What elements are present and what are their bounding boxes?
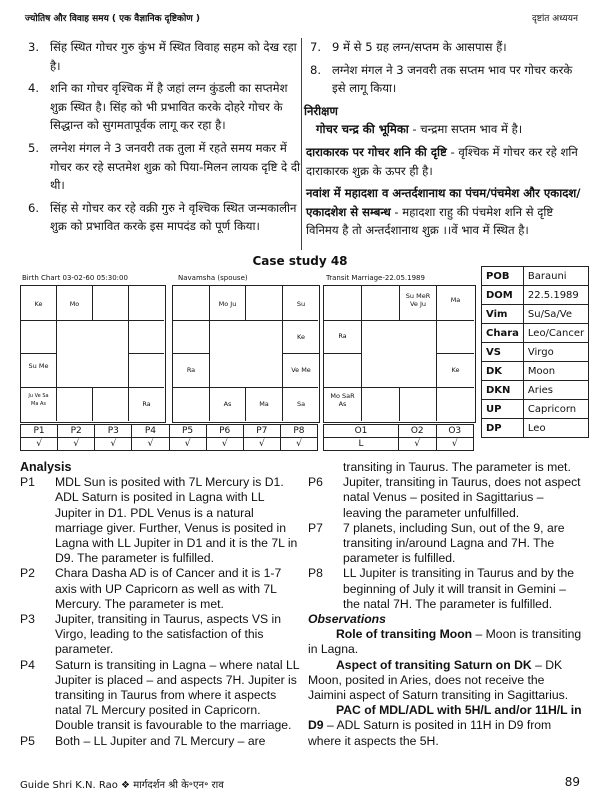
- analysis-item: P4 Saturn is transiting in Lagna – where natal LL Jupiter is placed – and aspects 7H. Jupiter is transiting in Taurus from where it aspects natal 7L Mercury posited in Capricorn. Double transit is favourable to the marriage.: [20, 657, 300, 733]
- analysis-item: P7 7 planets, including Sun, out of the 9, are transiting in/around Lagna and 7H. The parameter is fulfilled.: [308, 520, 565, 566]
- transit-cell-3: Su MeR Ve Ju: [405, 292, 431, 308]
- page-number: 89: [564, 775, 580, 789]
- navamsa-chart-caption: Navamsha (spouse): [178, 274, 248, 282]
- hindi-list-item: 4. शनि का गोचर वृश्चिक में है जहां लग्न कुंडली का सप्तमेश शुक्र स्थित है। सिंह को भी प्रभावित करके दोहरे गोचर के सिद्धान्त को सुगमतापूर्वक लागू कर रहा है।: [28, 81, 288, 133]
- observation-table: [323, 424, 474, 451]
- moon-observation: गोचर चन्द्र की भूमिका - चन्द्रमा सप्तम भाव में है।: [316, 122, 523, 137]
- analysis-item: P6 Jupiter, transiting in Taurus, does not aspect natal Venus – posited in Sagittarius – leaving the parameter unfulfilled.: [308, 475, 581, 520]
- analysis-item: P2 Chara Dasha AD is of Cancer and it is 1-7 axis with UP Capricorn as well as with 7L Mercury. The parameter is met.: [20, 566, 282, 611]
- birth-cell-mid-left: Su Me: [28, 362, 49, 370]
- table-row: DK Moon: [482, 362, 589, 381]
- analysis-item: P8 LL Jupiter is transiting in Taurus and by the beginning of July it will transit in Gemini – the natal 7H. The parameter is fulfilled.: [308, 566, 575, 611]
- hindi-list-item: 5. लग्नेश मंगल ने 3 जनवरी तक तुला में रहते समय मकर में गोचर कर रहे सप्तमेश शुक्र को पिया-मिलन लायक दृष्टि दे दी थी।: [28, 140, 301, 193]
- table-row: Vim Su/Sa/Ve: [482, 305, 589, 324]
- observation-moon: Role of transiting Moon – Moon is transiting in Lagna.: [308, 627, 582, 657]
- table-row: VS Virgo: [482, 343, 589, 362]
- hindi-list-item: 7. 9 में से 5 ग्रह लग्न/सप्तम के आसपास हैं।: [310, 40, 507, 54]
- observations-heading: Observations: [308, 612, 386, 627]
- analysis-heading: Analysis: [20, 460, 72, 474]
- running-header-left: ज्योतिष और विवाह समय ( एक वैज्ञानिक दृष्टिकोण ): [25, 14, 201, 24]
- analysis-right-column: [308, 460, 584, 749]
- analysis-item: P1 MDL Sun is posited with 7L Mercury is D1. ADL Saturn is posited in Lagna with LL Jupiter in D1. PDL Venus is a natural marriage giver. Further, Venus is posited in Lagna with LL Jupiter in D1 and it is the 7L in D9. The parameter is fulfilled.: [20, 475, 298, 566]
- observation-saturn: Aspect of transiting Saturn on DK – DK Moon, posited in Aries, does not receive the Jaimini aspect of Saturn transiting in Sagittarius.: [308, 657, 569, 703]
- birth-chart: [20, 285, 166, 423]
- transit-chart: [323, 285, 476, 423]
- info-table: [481, 266, 589, 438]
- navamsa-cell-4: Su: [296, 300, 306, 308]
- parameter-table: [20, 424, 318, 451]
- birth-cell-bottom-left: Ju Ve Sa Ma As: [28, 393, 49, 407]
- analysis-left-column: [20, 460, 301, 749]
- transit-chart-caption: Transit Marriage-22.05.1989: [326, 274, 425, 282]
- transit-cell-mid-left: Ra: [338, 332, 347, 340]
- table-row: O1 O2 O3: [324, 425, 474, 438]
- observation-pac: PAC of MDL/ADL with 5H/L and/or 11H/L in D9 – ADL Saturn is posited in 11H in D9 from where it aspects the 5H.: [308, 703, 582, 748]
- birth-cell-1: Ke: [34, 300, 43, 308]
- table-row: UP Capricorn: [482, 400, 589, 419]
- navamsa-cell-bot-3: Ma: [259, 400, 269, 408]
- navamsa-observation: नवांश में महादशा व अन्तर्दशानाथ का पंचम/पंचमेश और एकादश/एकादशेश से सम्बन्ध - महादशा राहु की पंचमेश शनि से दृष्टि विनिमय है तो अन्तर्दशानाथ शुक्र ।।वें भाव में स्थित है।: [306, 186, 581, 238]
- transit-cell-4: Ma: [450, 296, 461, 304]
- hindi-list-item: 6. सिंह से गोचर कर रहे वक्री गुरु ने वृश्चिक स्थित जन्मकालीन शुक्र को प्रभावित करके इस मापदंड को पूर्ण किया।: [28, 200, 297, 234]
- hindi-list-item: 3. सिंह स्थित गोचर गुरु कुंभ में स्थित विवाह सहम को देख रहा है।: [28, 40, 297, 73]
- navamsa-cell-mid-left: Ra: [186, 366, 196, 374]
- birth-chart-caption: Birth Chart 03-02-60 05:30:00: [22, 274, 128, 282]
- running-header-right: दृष्टांत अध्ययन: [531, 14, 578, 24]
- saturn-observation: दाराकारक पर गोचर शनि की दृष्टि - वृश्चिक में गोचर कर रहे शनि दाराकारक शुक्र के ऊपर ही है।: [306, 144, 578, 178]
- navamsa-cell-bot-2: As: [223, 400, 232, 408]
- table-row: POB Barauni: [482, 267, 589, 286]
- navamsa-cell-bot-4: Sa: [296, 400, 306, 408]
- table-row: √ √ √ √ √ √ √ √: [21, 438, 318, 451]
- birth-cell-2: Mo: [69, 300, 80, 308]
- navamsa-chart: [172, 285, 320, 423]
- transit-cell-right-2: Ke: [451, 366, 460, 374]
- analysis-continuation: transiting in Taurus. The parameter is met.: [343, 460, 571, 474]
- navamsa-cell-6: Ve Me: [291, 366, 311, 374]
- navamsa-cell-2: Mo Ju: [218, 300, 237, 308]
- table-row: Chara Leo/Cancer: [482, 324, 589, 343]
- footer-left: Guide Shri K.N. Rao ❖ मार्गदर्शन श्री के॰एन॰ राव: [20, 780, 224, 791]
- analysis-item: P3 Jupiter, transiting in Taurus, aspects VS in Virgo, leading to the satisfaction of this parameter.: [20, 612, 282, 657]
- case-study-title: Case study 48: [252, 254, 348, 268]
- table-row: P1 P2 P3 P4 P5 P6 P7 P8: [21, 425, 318, 438]
- table-row: L √ √: [324, 438, 474, 451]
- navamsa-cell-5: Ke: [297, 333, 305, 341]
- analysis-item: P5 Both – LL Jupiter and 7L Mercury – are: [20, 733, 266, 748]
- column-divider: [301, 38, 302, 250]
- table-row: DOM 22.5.1989: [482, 286, 589, 305]
- hindi-right-column: [304, 38, 586, 240]
- nirikshan-heading: निरीक्षण: [304, 103, 338, 118]
- hindi-list-item: 8. लग्नेश मंगल ने 3 जनवरी तक सप्तम भाव पर गोचर करके इसे लागू किया।: [310, 62, 573, 96]
- transit-cell-bottom-left: Mo SaR As: [330, 392, 355, 408]
- table-row: DP Leo: [482, 419, 589, 438]
- hindi-left-column: [22, 38, 302, 240]
- table-row: DKN Aries: [482, 381, 589, 400]
- birth-cell-bottom-right: Ra: [142, 400, 151, 408]
